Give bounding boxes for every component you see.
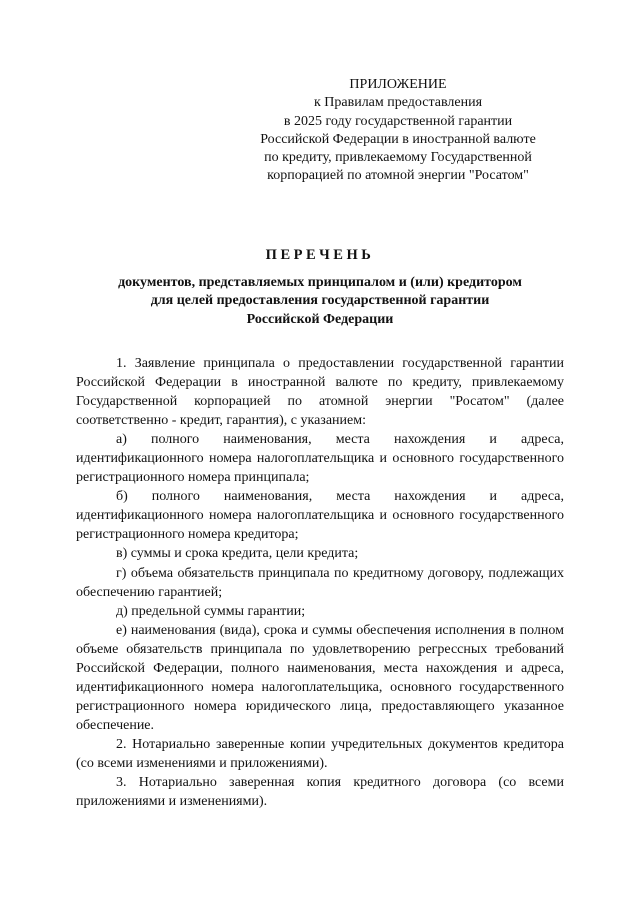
paragraph-subitem-d: д) предельной суммы гарантии; (116, 603, 306, 619)
appendix-header (246, 76, 550, 186)
paragraph-subitem-g: г) объема обязательств принципала по кредитному договору, подлежащих обеспечению гарантией; (76, 565, 564, 600)
paragraph-subitem-b: б) полного наименования, места нахождения и адреса, идентификационного номера налогоплательщика и основного государственного регистрационного номера кредитора; (76, 489, 564, 543)
paragraph-item-3: 3. Нотариально заверенная копия кредитного договора (со всеми приложениями и изменениями). (76, 775, 564, 810)
paragraph-item-1: 1. Заявление принципала о предоставлении государственной гарантии Российской Федерации в иностранной валюте по кредиту, привлекаемому Государственной корпорацией по атомной энергии "Росатом" (далее соответственно - кредит, гарантия), с указанием: (76, 356, 564, 429)
appendix-line: Российской Федерации в иностранной валюте (260, 131, 536, 147)
paragraph-subitem-e: е) наименования (вида), срока и суммы обеспечения исполнения в полном объеме обязательств принципала по удовлетворению регрессных требований Российской Федерации, полного наименования, места нахождения и адреса, идентификационного номера налогоплательщика, основного государственного регистрационного номера юридического лица, предоставляющего указанное обеспечение. (76, 622, 564, 733)
subtitle-line: для целей предоставления государственной гарантии (150, 293, 490, 309)
appendix-line: к Правилам предоставления (313, 95, 483, 111)
appendix-line: по кредиту, привлекаемому Государственной (264, 150, 532, 166)
document-subtitle (60, 274, 580, 329)
appendix-line: ПРИЛОЖЕНИЕ (349, 77, 447, 92)
paragraph-item-2: 2. Нотариально заверенные копии учредительных документов кредитора (со всеми изменениями и приложениями). (76, 736, 564, 771)
document-body (76, 354, 564, 811)
appendix-line: в 2025 году государственной гарантии (283, 113, 513, 129)
subtitle-line: Российской Федерации (246, 311, 394, 327)
subtitle-line: документов, представляемых принципалом и (или) кредитором (118, 275, 522, 290)
document-title: ПЕРЕЧЕНЬ (265, 247, 375, 263)
paragraph-subitem-v: в) суммы и срока кредита, цели кредита; (116, 546, 359, 562)
paragraph-subitem-a: а) полного наименования, места нахождения и адреса, идентификационного номера налогоплательщика и основного государственного регистрационного номера принципала; (76, 432, 564, 486)
appendix-line: корпорацией по атомной энергии "Росатом" (267, 168, 529, 184)
